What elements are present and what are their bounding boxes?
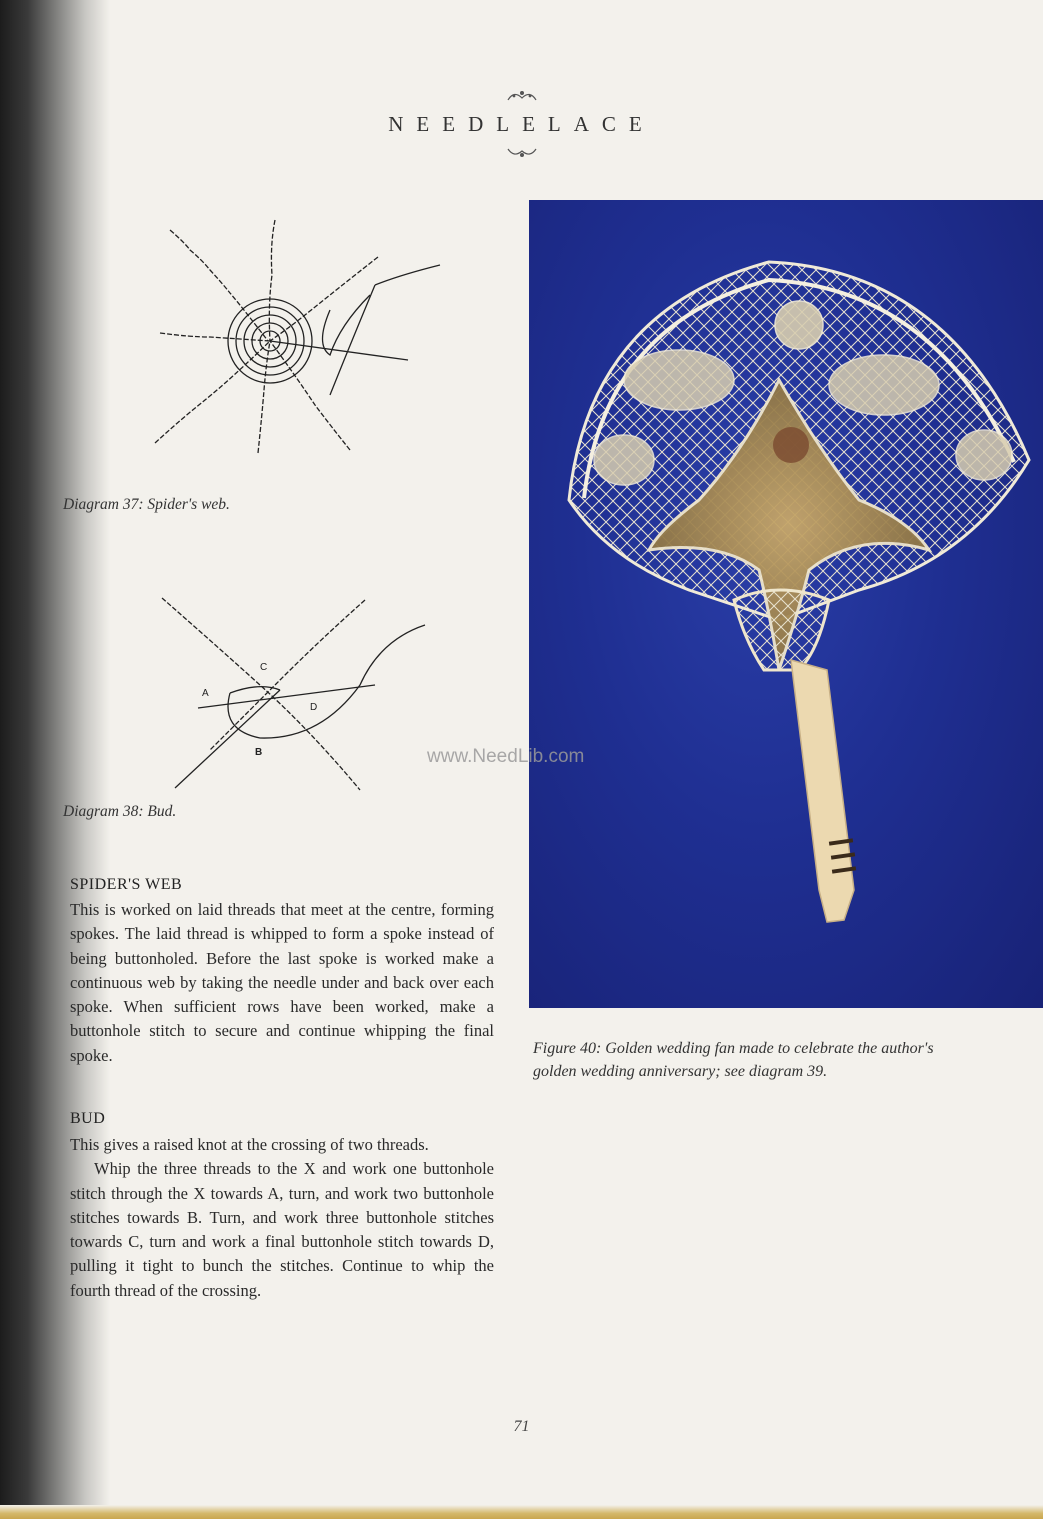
bud-label-b: B bbox=[255, 747, 263, 758]
bud-label-d: D bbox=[310, 702, 318, 713]
spiders-web-text bbox=[70, 898, 494, 1068]
spiders-web-paragraph: This is worked on laid threads that meet at the centre, forming spokes. The laid thread is whipped to form a spoke instead of being buttonholed. Before the last spoke is worked make a continuous web by taking the needle under and back over each spoke. When sufficient rows have been worked, make a buttonhole stitch to secure and continue whipping the final spoke. bbox=[70, 900, 494, 1065]
page-number: 71 bbox=[513, 1418, 530, 1435]
header-ornament-top bbox=[0, 88, 1043, 109]
spiders-web-diagram bbox=[150, 215, 450, 460]
page-bottom-edge bbox=[0, 1505, 1043, 1519]
bud-label-c: C bbox=[260, 662, 268, 673]
bud-diagram bbox=[150, 590, 440, 800]
bud-paragraph-2: Whip the three threads to the X and work one buttonhole stitch through the X towards A, turn, and work two buttonhole stitches towards B. Turn, and work three buttonhole stitches towards C, turn and work a final buttonhole stitch towards D, pulling it tight to bunch the stitches. Continue to whip the fourth thread of the crossing. bbox=[70, 1159, 494, 1300]
golden-wedding-fan-photo bbox=[529, 200, 1043, 1008]
diagram-38-caption: Diagram 38: Bud. bbox=[63, 803, 177, 820]
bud-label-a: A bbox=[202, 688, 209, 699]
section-title-bud: BUD bbox=[70, 1110, 106, 1127]
figure-40-caption: Figure 40: Golden wedding fan made to celebrate the author's golden wedding anniversary; see diagram 39. bbox=[533, 1040, 934, 1080]
header-ornament-bottom bbox=[0, 146, 1043, 165]
diagram-37-caption: Diagram 37: Spider's web. bbox=[63, 496, 230, 513]
bud-paragraph-1: This gives a raised knot at the crossing of two threads. bbox=[70, 1135, 429, 1154]
running-header: NEEDLELACE bbox=[388, 112, 655, 136]
bud-text bbox=[70, 1133, 494, 1303]
watermark-text: www.NeedLib.com bbox=[427, 746, 585, 767]
section-title-spiders-web: SPIDER'S WEB bbox=[70, 876, 183, 893]
